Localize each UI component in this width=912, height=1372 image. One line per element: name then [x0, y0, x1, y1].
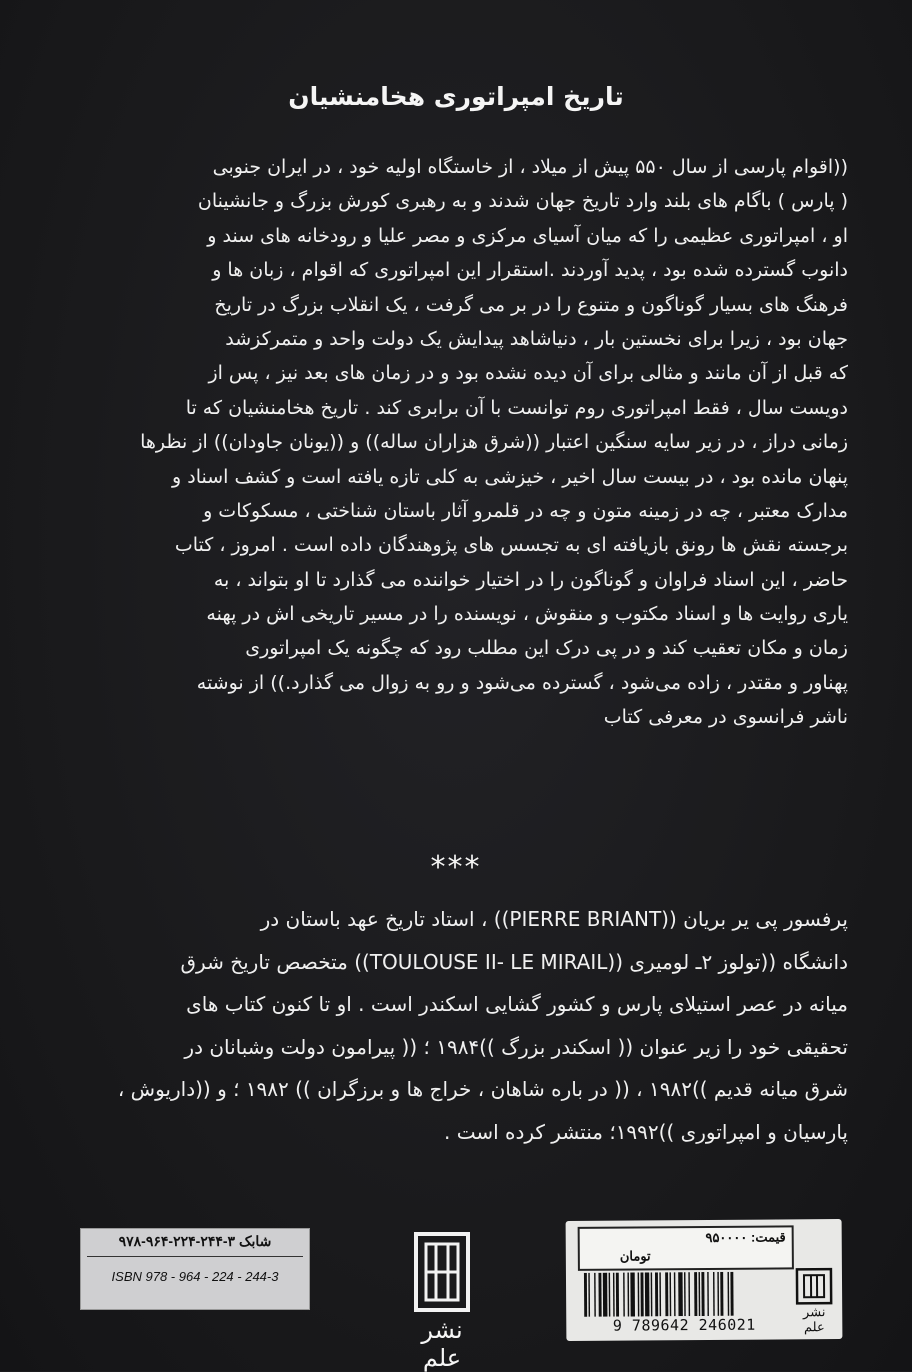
sticker-publisher-name: نشر علم — [794, 1305, 834, 1335]
section-separator: *** — [0, 850, 912, 885]
isbn-box — [80, 1228, 310, 1310]
isbn-divider — [87, 1256, 303, 1257]
description-line: برجسته نقش ها رونق بازیافته ای به تجسس های پژوهندگان داده است . امروز ، کتاب — [64, 528, 848, 562]
description-line: جهان بود ، زیرا برای نخستین بار ، دنیاشاهد پیدایش یک دولت واحد و متمرکزشد — [64, 322, 848, 356]
author-bio — [64, 898, 848, 1154]
description-line: زمان و مکان تعقیب کند و در پی درک این مطلب رود که چگونه یک امپراتوری — [64, 631, 848, 665]
description-line: ( پارس ) باگام های بلند وارد تاریخ جهان شدند و به رهبری کورش بزرگ و جانشینان — [64, 184, 848, 218]
bio-line: دانشگاه ((تولوز ۲ـ لومیری ((TOULOUSE II- LE MIRAIL)) متخصص تاریخ شرق — [64, 941, 848, 984]
publisher-name: نشر علم — [412, 1316, 472, 1372]
description-line: حاضر ، این اسناد فراوان و گوناگون را در اختیار خواننده می گذارد تا او بتواند ، به — [64, 563, 848, 597]
description-line: ناشر فرانسوی در معرفی کتاب — [64, 700, 848, 734]
description-line: یاری روایت ها و اسناد مکتوب و منقوش ، نویسنده را در مسیر تاریخی اش در پهنه — [64, 597, 848, 631]
barcode-digits: 9 789642 246021 — [578, 1315, 790, 1334]
description-line: ((اقوام پارسی از سال ۵۵۰ پیش از میلاد ، از خاستگاه اولیه خود ، در ایران جنوبی — [64, 150, 848, 184]
description-line: مدارک معتبر ، چه در زمینه متون و چه در قلمرو آثار باستان شناختی ، مسکوکات و — [64, 494, 848, 528]
bio-line: پارسیان و امپراتوری ))۱۹۹۲؛ منتشر کرده است . — [64, 1111, 848, 1154]
description-line: که قبل از آن مانند و مثالی برای آن دیده نشده بود و در زمان های بعد نیز ، پس از — [64, 356, 848, 390]
sticker-publisher-logo — [794, 1267, 834, 1331]
isbn-persian: شابک ۳-۲۴۴-۲۲۴-۹۶۴-۹۷۸ — [81, 1233, 309, 1250]
description-line: پهناور و مقتدر ، زاده می‌شود ، گسترده می‌شود و رو به زوال می گذارد.)) از نوشته — [64, 666, 848, 700]
description-line: پنهان مانده بود ، در بیست سال اخیر ، خیزشی به کلی تازه یافته است و کشف اسناد و — [64, 460, 848, 494]
publisher-logo-icon — [412, 1232, 472, 1314]
bio-line: پرفسور پی یر بریان ((PIERRE BRIANT)) ، استاد تاریخ عهد باستان در — [64, 898, 848, 941]
bio-line: شرق میانه قدیم ))۱۹۸۲ ، (( در باره شاهان ، خراج ها و برزگران )) ۱۹۸۲ ؛ و ((داریوش ، — [64, 1068, 848, 1111]
barcode-icon — [578, 1271, 790, 1316]
book-description — [64, 150, 848, 735]
price-box — [578, 1225, 794, 1271]
price-sticker — [566, 1219, 843, 1341]
description-line: دانوب گسترده شده بود ، پدید آوردند .استقرار این امپراتوری که اقوام ، زبان ها و — [64, 253, 848, 287]
currency-label: تومان — [620, 1248, 651, 1264]
bio-line: تحقیقی خود را زیر عنوان (( اسکندر بزرگ ))۱۹۸۴ ؛ (( پیرامون دولت وشبانان در — [64, 1026, 848, 1069]
price-label: قیمت: ۹۵۰۰۰۰ — [705, 1229, 785, 1246]
book-title: تاریخ امپراتوری هخامنشیان — [0, 82, 912, 111]
publisher-logo — [412, 1232, 472, 1354]
description-line: او ، امپراتوری عظیمی را که میان آسیای مرکزی و مصر علیا و رودخانه های سند و — [64, 219, 848, 253]
description-line: دویست سال ، فقط امپراتوری روم توانست با آن برابری کند . تاریخ هخامنشیان که تا — [64, 391, 848, 425]
bio-line: میانه در عصر استیلای پارس و کشور گشایی اسکندر است . او تا کنون کتاب های — [64, 983, 848, 1026]
sticker-logo-icon — [794, 1267, 834, 1305]
isbn-latin: ISBN 978 - 964 - 224 - 244-3 — [81, 1269, 309, 1284]
description-line: زمانی دراز ، در زیر سایه سنگین اعتبار ((شرق هزاران ساله)) و ((یونان جاودان)) از نظرها — [64, 425, 848, 459]
description-line: فرهنگ های بسیار گوناگون و متنوع را در بر می گرفت ، یک انقلاب بزرگ در تاریخ — [64, 288, 848, 322]
